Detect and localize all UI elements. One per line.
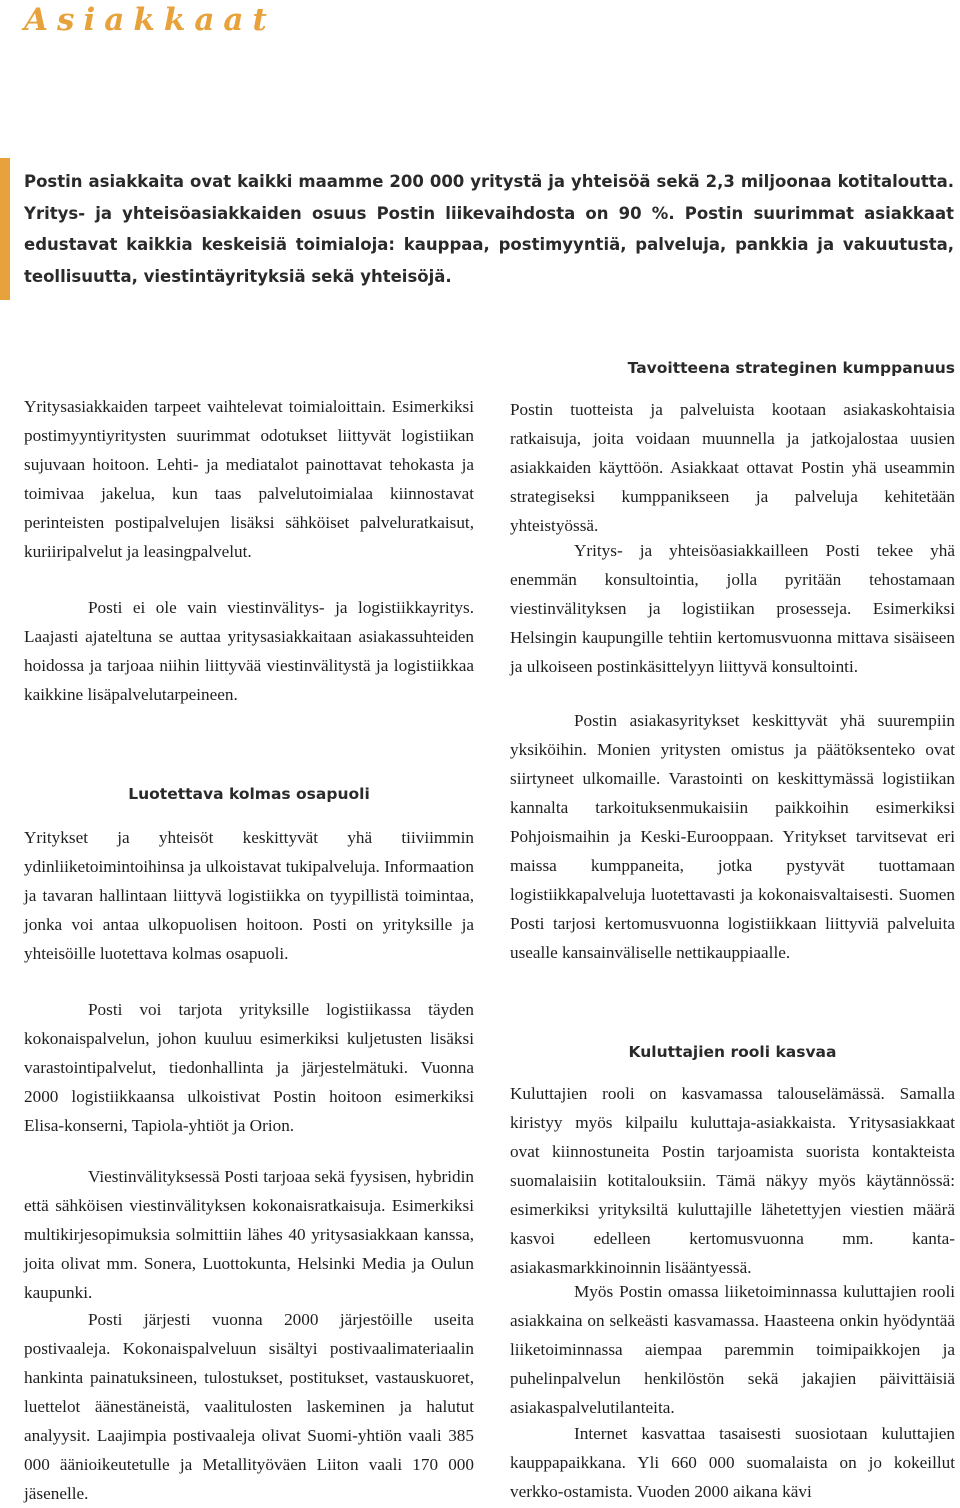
right-paragraph-5: Myös Postin omassa liiketoiminnassa kuluttajien rooli asiakkaina on selkeästi kasvamassa. Haasteena onkin hyödyntää liiketoiminnassa aiempaa paremmin toimipaikkojen ja puhelinpalvelun henkilöstön sekä jakajien päivittäisiä asiakaspalvelutilanteita. [510, 1282, 955, 1417]
lead-accent-bar [0, 158, 10, 300]
left-paragraph-6: Posti järjesti vuonna 2000 järjestöille useita postivaaleja. Kokonaispalveluun sisältyi postivaalimateriaalin hankinta painatuksineen, tulostukset, postitukset, vastauskuoret, luettelot äänestäneistä, vaalitulosten laskeminen ja halutut analyysit. Laajimpia postivaaleja olivat Suomi-yhtiön vaali 385 000 äänioikeutetulle ja Metallityöväen Liiton vaali 170 000 jäsenelle. [24, 1310, 474, 1503]
lead-paragraph: Postin asiakkaita ovat kaikki maamme 200 000 yritystä ja yhteisöä sekä 2,3 miljoonaa kotitaloutta. Yritys- ja yhteisöasiakkaiden osuus Postin liikevaihdosta on 90 %. Postin suurimmat asiakkaat edustavat kaikkia keskeisiä toimialoja: kauppaa, postimyyntiä, palveluja, pankkia ja vakuutusta, teollisuutta, viestintäyrityksiä sekä yhteisöjä. [24, 172, 954, 286]
section-heading-tavoitteena: Tavoitteena strateginen kumppanuus [627, 359, 955, 377]
page-title: Asiakkaat [24, 2, 276, 38]
left-paragraph-1: Yritysasiakkaiden tarpeet vaihtelevat toimialoittain. Esimerkiksi postimyyntiyritysten suurimmat odotukset liittyvät logistiikan sujuvaan hoitoon. Lehti- ja mediatalot painottavat tehokasta ja toimivaa jakelua, kun taas palvelutoimialaa kiinnostavat perinteisten postipalvelujen lisäksi sähköiset palveluratkaisut, kuriiripalvelut ja leasingpalvelut. [24, 397, 474, 561]
left-paragraph-3: Yritykset ja yhteisöt keskittyvät yhä tiiviimmin ydinliiketoimintoihinsa ja ulkoistavat tukipalveluja. Informaation ja tavaran hallintaan liittyvä logistiikka on tyypillistä toimintaa, jonka voi antaa ulkopuolisen hoitoon. Posti on yrityksille ja yhteisöille luotettava kolmas osapuoli. [24, 828, 474, 963]
section-heading-kuluttajien: Kuluttajien rooli kasvaa [628, 1043, 837, 1061]
right-paragraph-2: Yritys- ja yhteisöasiakkailleen Posti tekee yhä enemmän konsultointia, jolla pyritään tehostamaan viestinvälityksen ja logistiikan prosesseja. Esimerkiksi Helsingin kaupungille tehtiin kertomusvuonna mittava sisäiseen ja ulkoiseen postinkäsittelyyn liittyvä konsultointi. [510, 541, 955, 676]
section-heading-luotettava: Luotettava kolmas osapuoli [128, 785, 370, 803]
left-paragraph-2: Posti ei ole vain viestinvälitys- ja logistiikkayritys. Laajasti ajateltuna se auttaa yritysasiakkaitaan asiakassuhteiden hoidossa ja tarjoaa niihin liittyvää viestinvälitystä ja logistiikkaa kaikkine lisäpalvelutarpeineen. [24, 598, 474, 704]
right-paragraph-4: Kuluttajien rooli on kasvamassa talouselämässä. Samalla kiristyy myös kilpailu kuluttaja-asiakkaista. Yritysasiakkaat ovat kiinnostuneita Postin tarjoamista suorista kontakteista suomalaisiin kotitalouksiin. Tämä näkyy myös käytännössä: esimerkiksi yrityksiltä kuluttajille lähetettyjen viestien määrä kasvoi edelleen kertomusvuonna mm. kanta-asiakasmarkkinoinnin lisääntyessä. [510, 1084, 955, 1277]
right-paragraph-3: Postin asiakasyritykset keskittyvät yhä suurempiin yksiköihin. Monien yritysten omistus ja päätöksenteko ovat siirtyneet ulkomaille. Varastointi on keskittymässä logistiikan kannalta tarkoituksenmukaisiin paikkoihin esimerkiksi Pohjoismaihin ja Keski-Eurooppaan. Yritykset tarvitsevat eri maissa kumppaneita, jotka pystyvät tuottamaan logistiikkapalveluja luotettavasti ja kokonaisvaltaisesti. Suomen Posti tarjosi kertomusvuonna logistiikkaan liittyviä palveluita usealle kansainväliselle nettikauppiaalle. [510, 711, 955, 962]
right-paragraph-6: Internet kasvattaa tasaisesti suosiotaan kuluttajien kauppapaikkana. Yli 660 000 suomalaista on jo kokeillut verkko-ostamista. Vuoden 2000 aikana kävi [510, 1424, 955, 1501]
right-paragraph-1: Postin tuotteista ja palveluista kootaan asiakaskohtaisia ratkaisuja, joita voidaan muunnella ja jatkojalostaa uusien asiakkaiden käyttöön. Asiakkaat ottavat Postin yhä useammin strategiseksi kumppanikseen ja palveluja kehitetään yhteistyössä. [510, 400, 955, 535]
left-paragraph-4: Posti voi tarjota yrityksille logistiikassa täyden kokonaispalvelun, johon kuuluu esimerkiksi kuljetusten lisäksi varastointipalvelut, tiedonhallinta ja järjestelmätuki. Vuonna 2000 logistiikkaansa ulkoistivat Postin hoitoon esimerkiksi Elisa-konserni, Tapiola-yhtiöt ja Orion. [24, 1000, 474, 1135]
left-paragraph-5: Viestinvälityksessä Posti tarjoaa sekä fyysisen, hybridin että sähköisen viestinvälityksen kokonaisratkaisuja. Esimerkiksi multikirjesopimuksia solmittiin lähes 40 yritysasiakkaan kanssa, joita olivat mm. Sonera, Luottokunta, Helsinki Media ja Oulun kaupunki. [24, 1167, 474, 1302]
